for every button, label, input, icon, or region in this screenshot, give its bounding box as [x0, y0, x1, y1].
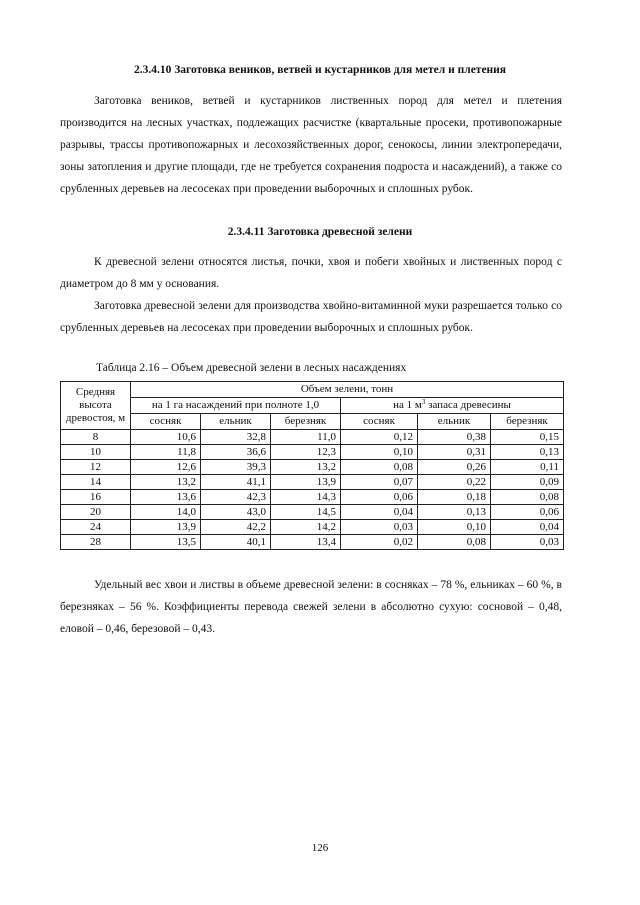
table-cell-height: 16 — [61, 490, 131, 505]
table-header-per-hectare: на 1 га насаждений при полноте 1,0 — [131, 398, 341, 414]
table-cell-value: 0,04 — [341, 505, 418, 520]
table-caption: Таблица 2.16 – Объем древесной зелени в лесных насаждениях — [96, 362, 407, 374]
table-cell-value: 10,6 — [131, 430, 201, 445]
table-cell-value: 14,0 — [131, 505, 201, 520]
table-cell-value: 11,8 — [131, 445, 201, 460]
table-cell-value: 0,04 — [491, 520, 564, 535]
table-cell-value: 13,2 — [131, 475, 201, 490]
table-cell-value: 0,13 — [491, 445, 564, 460]
table-cell-value: 0,31 — [418, 445, 491, 460]
table-header-species: сосняк — [341, 414, 418, 430]
table-cell-value: 14,5 — [271, 505, 341, 520]
table-cell-value: 32,8 — [201, 430, 271, 445]
table-cell-value: 42,3 — [201, 490, 271, 505]
table-header-species: березняк — [491, 414, 564, 430]
table-cell-value: 13,9 — [271, 475, 341, 490]
table-cell-value: 0,10 — [418, 520, 491, 535]
table-header-species: ельник — [418, 414, 491, 430]
table-cell-value: 0,38 — [418, 430, 491, 445]
table-cell-value: 0,22 — [418, 475, 491, 490]
table-row — [61, 520, 564, 535]
table-cell-value: 0,08 — [341, 460, 418, 475]
table-cell-height: 20 — [61, 505, 131, 520]
table-cell-value: 13,9 — [131, 520, 201, 535]
table-cell-value: 0,03 — [491, 535, 564, 550]
paragraph-greenery-harvest: Заготовка древесной зелени для производства хвойно-витаминной муки разрешается только со срубленных деревьев на лесосеках при проведении выборочных и сплошных рубок. — [60, 300, 562, 334]
greenery-volume-table — [60, 381, 564, 550]
table-cell-value: 14,3 — [271, 490, 341, 505]
table-row — [61, 475, 564, 490]
table-header-per-cubic-meter: на 1 $м^3$ запаса древесины — [341, 398, 564, 414]
table-row — [61, 460, 564, 475]
table-row — [61, 505, 564, 520]
table-header-height: Средняя высота древостоя, м — [61, 382, 131, 430]
table-cell-value: 39,3 — [201, 460, 271, 475]
table-cell-value: 0,26 — [418, 460, 491, 475]
table-cell-value: 0,09 — [491, 475, 564, 490]
table-cell-value: 12,6 — [131, 460, 201, 475]
table-cell-value: 0,08 — [418, 535, 491, 550]
table-cell-value: 42,2 — [201, 520, 271, 535]
section-heading-greenery: 2.3.4.11 Заготовка древесной зелени — [227, 226, 413, 238]
table-row — [61, 490, 564, 505]
section-heading-brooms: 2.3.4.10 Заготовка веников, ветвей и кустарников для метел и плетения — [133, 64, 507, 76]
table-cell-value: 0,02 — [341, 535, 418, 550]
table-cell-value: 11,0 — [271, 430, 341, 445]
table-cell-value: 0,15 — [491, 430, 564, 445]
table-cell-value: 0,08 — [491, 490, 564, 505]
paragraph-note: Удельный вес хвои и листвы в объеме древесной зелени: в сосняках – 78 %, ельниках – 60 %, в березняках – 56 %. Коэффициенты перевода свежей зелени в абсолютно сухую: сосновой – 0,48, еловой – 0,46, березовой – 0,43. — [60, 579, 562, 635]
table-cell-value: 12,3 — [271, 445, 341, 460]
table-header-species: ельник — [201, 414, 271, 430]
table-cell-value: 0,12 — [341, 430, 418, 445]
table-cell-height: 24 — [61, 520, 131, 535]
table-cell-value: 0,11 — [491, 460, 564, 475]
table-row — [61, 430, 564, 445]
paragraph-greenery-definition: К древесной зелени относятся листья, почки, хвоя и побеги хвойных и лиственных пород с диаметром до 8 мм у основания. — [60, 256, 562, 290]
table-cell-value: 0,13 — [418, 505, 491, 520]
table-cell-value: 41,1 — [201, 475, 271, 490]
table-row — [61, 445, 564, 460]
table-cell-height: 8 — [61, 430, 131, 445]
table-row — [61, 535, 564, 550]
table-cell-height: 12 — [61, 460, 131, 475]
table-header-species: березняк — [271, 414, 341, 430]
table-cell-value: 36,6 — [201, 445, 271, 460]
table-cell-value: 0,06 — [341, 490, 418, 505]
table-cell-value: 40,1 — [201, 535, 271, 550]
table-cell-value: 13,5 — [131, 535, 201, 550]
table-cell-height: 10 — [61, 445, 131, 460]
table-cell-value: 0,07 — [341, 475, 418, 490]
table-cell-value: 13,2 — [271, 460, 341, 475]
table-cell-value: 14,2 — [271, 520, 341, 535]
table-cell-value: 0,06 — [491, 505, 564, 520]
table-cell-value: 0,10 — [341, 445, 418, 460]
table-cell-height: 14 — [61, 475, 131, 490]
table-cell-value: 13,6 — [131, 490, 201, 505]
table-cell-value: 0,18 — [418, 490, 491, 505]
table-cell-value: 0,03 — [341, 520, 418, 535]
table-cell-value: 13,4 — [271, 535, 341, 550]
table-cell-height: 28 — [61, 535, 131, 550]
table-header-volume: Объем зелени, тонн — [131, 382, 564, 398]
table-cell-value: 43,0 — [201, 505, 271, 520]
page-number: 126 — [311, 842, 329, 854]
table-header-species: сосняк — [131, 414, 201, 430]
paragraph-brooms: Заготовка веников, ветвей и кустарников лиственных пород для метел и плетения производится на лесных участках, подлежащих расчистке (квартальные просеки, противопожарные разрывы, трассы противопожарных и лесохозяйственных дорог, сенокосы, линии электропередачи, зоны затопления и другие площади, где не требуется сохранения подроста и насаждений), а также со срубленных деревьев на лесосеках при проведении выборочных и сплошных рубок. — [60, 95, 562, 195]
table-body — [61, 430, 564, 550]
